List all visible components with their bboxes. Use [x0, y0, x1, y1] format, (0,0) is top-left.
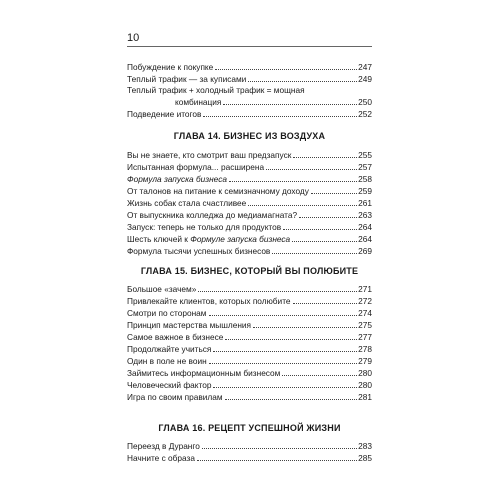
toc-entry-page: 275: [358, 320, 372, 330]
toc-section-chapter-14: [127, 148, 372, 256]
dot-leader: [209, 315, 358, 316]
toc-entry-page: 264: [358, 234, 372, 244]
toc-entry-page: 250: [358, 97, 372, 107]
toc-entry-title: Принцип мастерства мышления: [127, 320, 252, 330]
toc-entry-title: Переезд в Дуранго: [127, 441, 200, 451]
toc-entry-title: От выпускника колледжа до медиамагната?: [127, 210, 298, 220]
toc-entry-title: Формула тысячи успешных бизнесов: [127, 246, 271, 256]
toc-entry-page: 258: [358, 174, 372, 184]
toc-entry-title: Испытанная формула... расширена: [127, 162, 265, 172]
toc-entry[interactable]: [127, 451, 372, 463]
toc-entry-page: 264: [358, 222, 372, 232]
toc-entry[interactable]: [127, 366, 372, 378]
toc-entry-page: 247: [358, 62, 372, 72]
toc-entry-page: 271: [358, 284, 372, 294]
dot-leader: [223, 104, 357, 105]
dot-leader: [248, 81, 357, 82]
toc-entry-title: Жизнь собак стала счастливее: [127, 198, 247, 208]
toc-section-intro: [127, 60, 372, 119]
dot-leader: [292, 241, 357, 242]
toc-entry-title: [127, 234, 290, 244]
toc-entry[interactable]: [127, 342, 372, 354]
toc-entry[interactable]: [127, 330, 372, 342]
toc-entry-title: От талонов на питание к семизначному доходу: [127, 186, 309, 196]
dot-leader: [272, 253, 357, 254]
toc-entry-title-plain: Шесть ключей к: [127, 234, 191, 244]
toc-entry-page: 269: [358, 246, 372, 256]
toc-entry[interactable]: [127, 220, 372, 232]
toc-entry-page: 255: [358, 150, 372, 160]
toc-entry[interactable]: [127, 172, 372, 184]
toc-entry-page: 283: [358, 441, 372, 451]
dot-leader: [225, 399, 358, 400]
toc-entry[interactable]: [127, 72, 372, 84]
dot-leader: [203, 116, 357, 117]
toc-entry[interactable]: [127, 390, 372, 402]
toc-entry-title-line1: Теплый трафик + холодный трафик = мощная: [127, 85, 305, 95]
toc-entry-page: 263: [358, 210, 372, 220]
chapter-heading[interactable]: ГЛАВА 15. БИЗНЕС, КОТОРЫЙ ВЫ ПОЛЮБИТЕ: [140, 266, 359, 276]
toc-entry-title: Начните с образа: [127, 453, 195, 463]
toc-entry-title: Самое важное в бизнесе: [127, 332, 224, 342]
toc-entry-title: Вы не знаете, кто смотрит ваш предзапуск: [127, 150, 292, 160]
toc-entry-title-italic: Формуле запуска бизнеса: [190, 234, 291, 244]
dot-leader: [197, 460, 357, 461]
dot-leader: [198, 291, 357, 292]
dot-leader: [293, 303, 358, 304]
toc-entry-page: 257: [358, 162, 372, 172]
toc-entry-page: 279: [358, 356, 372, 366]
toc-entry-multiline-first[interactable]: [127, 84, 372, 95]
toc-entry[interactable]: [127, 60, 372, 72]
toc-entry-title: Человеческий фактор: [127, 380, 212, 390]
toc-entry[interactable]: [127, 282, 372, 294]
toc-entry-title: Один в поле не воин: [127, 356, 207, 366]
dot-leader: [213, 351, 357, 352]
toc-entry-title: Игра по своим правилам: [127, 392, 223, 402]
toc-entry-page: 252: [358, 109, 372, 119]
dot-leader: [209, 363, 357, 364]
dot-leader: [215, 69, 357, 70]
dot-leader: [213, 387, 357, 388]
dot-leader: [202, 448, 357, 449]
dot-leader: [253, 327, 357, 328]
toc-entry[interactable]: [127, 306, 372, 318]
toc-entry-title: Подведение итогов: [127, 109, 202, 119]
toc-entry-page: 278: [358, 344, 372, 354]
dot-leader: [283, 229, 357, 230]
toc-entry[interactable]: [127, 148, 372, 160]
toc-entry-title: Продолжайте учиться: [127, 344, 212, 354]
toc-entry-page: 285: [358, 453, 372, 463]
toc-entry-title: Теплый трафик — за куписами: [127, 74, 247, 84]
toc-entry-title-line2: комбинация: [175, 97, 222, 107]
toc-entry-multiline-second[interactable]: [127, 95, 372, 107]
toc-entry-title: Запуск: теперь не только для продуктов: [127, 222, 282, 232]
toc-entry[interactable]: [127, 244, 372, 256]
toc-entry[interactable]: [127, 378, 372, 390]
toc-entry-title: Привлекайте клиентов, которых полюбите: [127, 296, 291, 306]
toc-entry[interactable]: [127, 160, 372, 172]
toc-entry[interactable]: [127, 107, 372, 119]
toc-entry-title: Смотри по сторонам: [127, 308, 207, 318]
toc-entry-title: Побуждение к покупке: [127, 62, 214, 72]
dot-leader: [293, 157, 357, 158]
toc-entry-page: 281: [358, 392, 372, 402]
toc-entry-page: 272: [358, 296, 372, 306]
toc-entry-page: 280: [358, 380, 372, 390]
dot-leader: [248, 205, 357, 206]
chapter-heading[interactable]: ГЛАВА 14. БИЗНЕС ИЗ ВОЗДУХА: [173, 131, 326, 141]
toc-entry[interactable]: [127, 196, 372, 208]
dot-leader: [225, 339, 357, 340]
dot-leader: [299, 217, 357, 218]
toc-entry-page: 280: [358, 368, 372, 378]
toc-entry-title: Большое «зачем»: [127, 284, 197, 294]
toc-section-chapter-15: [127, 282, 372, 402]
toc-entry[interactable]: [127, 208, 372, 220]
dot-leader: [229, 181, 357, 182]
dot-leader: [266, 169, 357, 170]
page-number: 10: [127, 32, 140, 44]
toc-entry[interactable]: [127, 184, 372, 196]
toc-entry[interactable]: [127, 294, 372, 306]
toc-entry[interactable]: [127, 439, 372, 451]
toc-entry-page: 277: [358, 332, 372, 342]
dot-leader: [282, 375, 357, 376]
toc-entry[interactable]: [127, 232, 372, 244]
toc-entry-page: 249: [358, 74, 372, 84]
toc-entry-title: Займитесь информационным бизнесом: [127, 368, 281, 378]
header-rule: [127, 46, 372, 47]
toc-entry-page: 274: [358, 308, 372, 318]
toc-section-chapter-16: [127, 439, 372, 463]
toc-entry-page: 259: [358, 186, 372, 196]
chapter-heading[interactable]: ГЛАВА 16. РЕЦЕПТ УСПЕШНОЙ ЖИЗНИ: [158, 423, 341, 433]
dot-leader: [311, 193, 357, 194]
toc-entry-page: 261: [358, 198, 372, 208]
toc-entry-title: Формула запуска бизнеса: [127, 174, 227, 184]
toc-entry[interactable]: [127, 354, 372, 366]
toc-entry[interactable]: [127, 318, 372, 330]
